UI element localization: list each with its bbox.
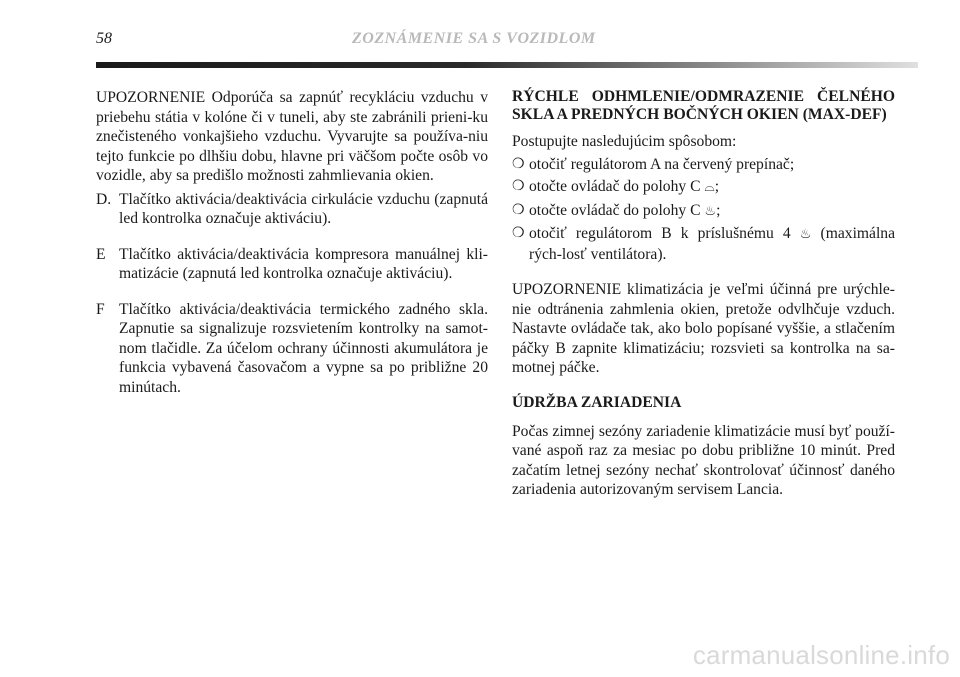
list-item-f (96, 300, 488, 398)
section-title-maintenance: ÚDRŽBA ZARIADENIA (512, 393, 682, 411)
bullet-text: otočte ovládač do polohy C ⌓; (529, 177, 895, 198)
list-text: Tlačítko aktivácia/deaktivácia kompresora manuálnej kli-matizácie (zapnutá led kontrolka označuje aktiváciu). (119, 245, 488, 282)
maintenance-paragraph: Počas zimnej sezóny zariadenie klimatizácie musí byť použí-vané aspoň raz za mesiac po dobu približne 10 minút. Pred začatím letnej sezóny nechať skontrolovať účinnosť daného zariadenia autorizovaným servisem Lancia. (512, 422, 895, 498)
list-text: Tlačítko aktivácia/deaktivácia cirkulácie vzduchu (zapnutá led kontrolka označuje aktiváciu). (119, 190, 488, 227)
page-number: 58 (96, 30, 112, 47)
list-item (512, 224, 895, 264)
list-key: D. (96, 190, 112, 208)
section-title-max-def: RÝCHLE ODHMLENIE/ODMRAZENIE ČELNÉHO SKLA A PREDNÝCH BOČNÝCH OKIEN (MAX-DEF) (512, 88, 895, 123)
running-header: ZOZNÁMENIE SA S VOZIDLOM (352, 30, 596, 47)
section-intro: Postupujte nasledujúcim spôsobom: (512, 133, 737, 150)
defrost-icon: ♨ (704, 203, 717, 219)
bullet-icon: ❍ (512, 179, 525, 194)
watermark: carmanualsonline.info (692, 640, 950, 670)
list-item (512, 177, 895, 198)
left-column (96, 88, 488, 397)
warning-paragraph: UPOZORNENIE Odporúča sa zapnúť recykláciu vzduchu v priebehu státia v kolóne či v tuneli, aby ste zabránili prieni-ku znečisteného vonkajšieho vzduchu. Vyvarujte sa používa-niu tejto funkcie po dlhšiu dobu, hlavne pri väčšom počte osôb vo vozidle, aby sa predišlo možnosti zahmlievania okien. (96, 89, 488, 184)
bullet-icon: ❍ (512, 156, 525, 172)
list-key: F (96, 300, 105, 318)
right-column (512, 88, 895, 500)
list-item-d (96, 190, 488, 229)
defrost-icon: ♨ (799, 227, 812, 242)
list-key: E (96, 245, 106, 263)
windshield-icon: ⌓ (704, 180, 715, 195)
bullet-icon: ❍ (512, 226, 525, 241)
list-text: Tlačítko aktivácia/deaktivácia termického zadného skla. Zapnutie sa signalizuje rozsvietením kontrolky na samot-nom tlačidle. Za účelom ochrany účinnosti akumulátora je funkcia vybavená časovačom a vypne sa po približne 20 minútach. (119, 300, 488, 396)
bullet-text: otočiť regulátorom A na červený prepínač; (529, 155, 795, 173)
list-item-e (96, 245, 488, 284)
note-paragraph: UPOZORNENIE klimatizácia je veľmi účinná pre urýchle-nie odtránenia zahmlenia okien, pretože odvlhčuje vzduch. Nastavte ovládače tak, ako bolo popísané vyššie, a stlačením páčky B zapnite klimatizáciu; rozsvieti sa kontrolka na sa-motnej páčke. (512, 281, 895, 376)
header-rule (96, 62, 918, 68)
list-item (512, 155, 895, 175)
bullet-icon: ❍ (512, 202, 525, 218)
bullet-text: otočiť regulátorom B k príslušnému 4 ♨ (maximálna rých-losť ventilátora). (529, 225, 896, 263)
list-item (512, 201, 895, 222)
bullet-text: otočte ovládač do polohy C ♨; (529, 201, 895, 222)
